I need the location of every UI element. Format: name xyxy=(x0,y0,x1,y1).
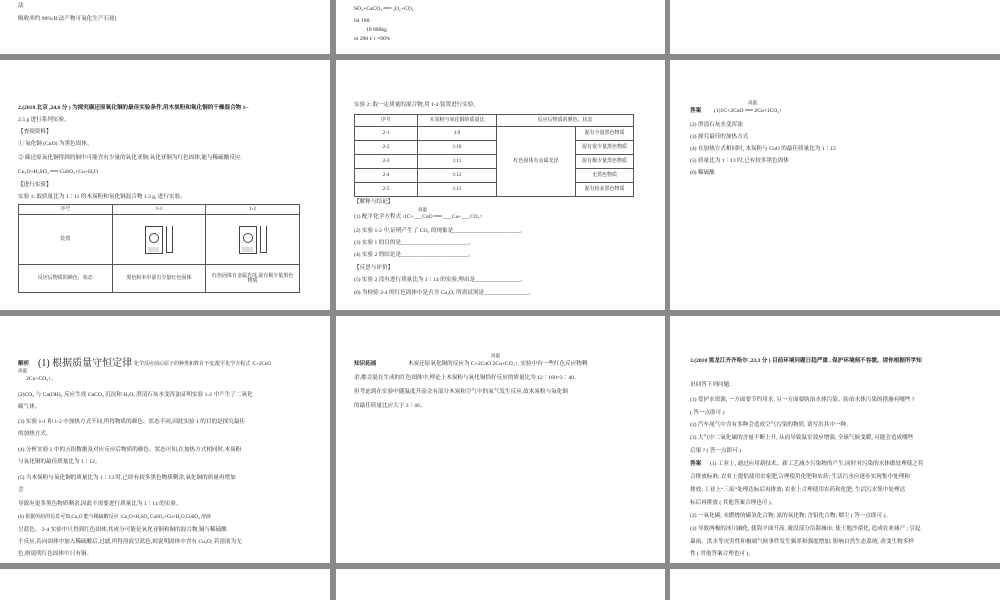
text-line: 64 100 xyxy=(354,18,370,24)
text-line: (3) 实验 1 的目的是________________________。 xyxy=(354,240,474,246)
text-line: (3) 大气中二氧化碳的含量不断上升, 从而导致温室效应增强, 全球气候变暖, 可能会造成哪些 xyxy=(690,435,914,441)
section-heading: 【反思与评价】 xyxy=(354,265,394,271)
test-tube-icon xyxy=(260,226,267,253)
table-cell: 2-2 xyxy=(355,141,418,155)
text-line: (2) 汽车尾气中含有多种会造成空气污染的物质, 请写出其中一种。 xyxy=(690,422,852,428)
condition-label: 高温 xyxy=(18,368,27,373)
page-6 xyxy=(670,60,1000,310)
answer-line: 性 ( 其他答案合理也可 )。 xyxy=(690,551,754,557)
text-line: 会 xyxy=(18,487,24,493)
answer-line: (1) 工业上, 通过应用新技术、新工艺减少污染物的产生,同时对污染的水体做处理使之符 xyxy=(710,461,924,467)
table-cell: 1∶11 xyxy=(418,155,497,169)
table-cell: 混有很少量黑色物质 xyxy=(576,141,634,155)
text-line: ① 氧化铜 (CuO) 为黑色固体。 xyxy=(18,141,93,147)
test-tube-icon xyxy=(166,226,173,253)
text-line: 但考虑到在实验中随温度升高会有部分木炭和空气中的氧气发生反应,故木炭粉与氧化铜 xyxy=(354,389,568,395)
table-cell: 混有较多黑色物质 xyxy=(576,183,634,197)
page-1 xyxy=(0,0,330,54)
answer-line: (6) 稀硫酸 xyxy=(690,170,715,176)
condition-label: 高温 xyxy=(748,100,757,105)
table-cell: 2-3 xyxy=(355,155,418,169)
answer-line: (4) 在加热方式相同时, 木炭粉与 CuO 的最佳质量比为 1∶12 xyxy=(690,146,836,152)
flask-icon xyxy=(239,226,257,254)
text-line: 木炭还原氧化铜的反应为 C+2CuO 2Cu+CO₂↑, 实验中有一些红色反应物剩 xyxy=(408,361,588,367)
text-line: (6) 依据所给的信息可知,Cu₂O 能与稀硫酸反应 :Cu₂O+H₂SO₄ CuSO₄+Cu+H₂O,CuSO₄ 溶液 xyxy=(18,515,212,520)
text-line: (5) 实验 2 没有进行质量比为 1∶14 的实验,理由是________________。 xyxy=(354,277,526,283)
text-line: ( 答一点即可 ) xyxy=(690,410,725,416)
table-cell: 2-5 xyxy=(355,183,418,197)
table-header: 序号 xyxy=(355,115,418,127)
text-line: 【进行实验】 xyxy=(18,182,52,188)
table-header: 反应后物质的颜色、状态 xyxy=(497,115,634,127)
equation: Cu₂O+H₂SO₄ ══ CuSO₄+Cu+H₂O xyxy=(18,169,98,175)
analysis-label: 解析 xyxy=(18,361,30,367)
text-line: (2) 实验 1-2 中,证明产生了 CO₂ 的现象是________________________。 xyxy=(354,228,526,234)
analysis-heading: (1) 根据质量守恒定律 xyxy=(38,358,133,369)
table-cell: 混有极少量黑色物质 xyxy=(576,155,634,169)
table-cell: 2-1 xyxy=(355,127,418,141)
apparatus-figure-1 xyxy=(112,215,206,265)
page-10 xyxy=(0,569,330,600)
text-line: 不反应,若向固体中加入稀硫酸后,过滤,所得溶液呈蓝色,则说明固体中含有 Cu₂O; 若溶液为无 xyxy=(18,539,242,545)
answer-label: 答案 xyxy=(690,108,702,114)
text-line: 识回答下列问题: xyxy=(690,382,731,388)
answer-label: 答案 xyxy=(690,461,702,467)
experiment-table-2 xyxy=(354,114,634,197)
table-cell: 1∶10 xyxy=(418,141,497,155)
table-cell: 1∶12 xyxy=(418,169,497,183)
answer-line: 标后再排放 ( 其他答案合理也可 )。 xyxy=(690,500,777,506)
text-line: 呈蓝色。 2-4 实验中只得到红色固体,其成分可能是氧化亚铜和铜的混合物,铜与稀硫酸 xyxy=(18,527,227,533)
answer-line: 排放; 工业上“三废”处理达标后再排放; 农业上合理使用农药和化肥; 生活污水集中处理达 xyxy=(690,487,906,493)
page-11 xyxy=(336,569,665,600)
text-line: 的加热方式。 xyxy=(18,431,52,437)
answer-line: (2) 一氧化碳; 未燃烧的碳氢化合物; 氮的氧化物; 含铅化合物; 烟尘 ( 答一点即可 )。 xyxy=(690,513,892,519)
text-line: 化学反应前后原子的种类和数目不变,配平化学方程式 :C+2CuO xyxy=(134,362,271,367)
row-label: 装置 xyxy=(19,215,113,265)
knowledge-label: 知识拓展 xyxy=(354,361,377,367)
flask-icon xyxy=(145,226,163,254)
table-cell: 无黑色物质 xyxy=(576,169,634,183)
text-line: 2Cu+CO₂↑。 xyxy=(26,376,57,382)
text-line: (4) 实验 2 的结论是________________________。 xyxy=(354,252,474,258)
page-5 xyxy=(336,60,665,310)
text-line: 实验 1: 取质量比为 1∶11 的木炭粉和氧化铜混合物 1.3 g, 进行实验。 xyxy=(18,194,186,200)
text-line: 的最佳质量比应大于 3∶40。 xyxy=(354,403,426,409)
experiment-table-1 xyxy=(18,204,300,293)
table-cell-merged: 红色固体有金属光泽 xyxy=(497,127,576,197)
table-cell: 2-4 xyxy=(355,169,418,183)
text-line: 法 xyxy=(18,3,24,9)
section-heading: 【解释与结论】 xyxy=(354,199,394,205)
text-line: 与氧化铜的最佳质量比为 1∶12。 xyxy=(18,459,101,465)
text-line: 【查阅资料】 xyxy=(18,129,52,135)
text-line: 后果 ? ( 答一点即可 ) xyxy=(690,448,741,454)
answer-line: 暴雨、洪水等灾害性和极端气候事件发生频率和强度增加; 影响自然生态系统, 改变生物多样 xyxy=(690,539,914,545)
page-2 xyxy=(336,0,665,54)
answer-line: (3) 导致两极的冰川融化, 使海平面升高, 淹没部分沿海城市; 使土地沙漠化, 造成农业减产 ; 引起 xyxy=(690,526,921,532)
page-4 xyxy=(0,60,330,310)
text-line: 2.5 g 进行系列实验。 xyxy=(18,117,70,123)
page-7 xyxy=(0,316,330,563)
text-line: SO₂+CaCO₃ ══ ₃O₂+CO₂ xyxy=(354,6,414,12)
text-line: 碳气体。 xyxy=(18,404,41,410)
answer-line: (5) 质量比为 1∶13 时,已有较多黑色固体 xyxy=(690,158,789,164)
condition-label: 高温 xyxy=(491,353,500,358)
page-9 xyxy=(670,316,1000,563)
question-title: 3.(2018 黑龙江齐齐哈尔 ,23,3 分 ) 目前环境问题日趋严重 , 保护环境刻不容缓。请你根据所学知 xyxy=(690,358,922,364)
text-line: 10 000kg xyxy=(366,27,387,33)
table-cell: 黑色粉末中混有少量红色固体 xyxy=(112,265,206,293)
answer-line: (3) 探究最佳的加热方式 xyxy=(690,134,749,140)
text-line: (5) 当木炭粉与氧化铜的质量比为 1∶13 时,已经有较多黑色物质剩余,氧化铜的质量再增加 xyxy=(18,475,236,481)
table-header: 1-2 xyxy=(206,205,300,215)
text-line: 吸收率约 90%;B 法产物可氧化生产石膏] xyxy=(18,16,117,22)
text-line: 色,则说明红色固体中只有铜。 xyxy=(18,551,93,557)
table-header: 木炭粉与氧化铜的质量比 xyxy=(418,115,497,127)
question-title: 2.(2018 北京 ,24,6 分 ) 为探究碳还原氧化铜的最佳实验条件,用木炭粉和氧化铜的干燥混合物 1~ xyxy=(18,105,249,111)
text-line: ② 碳还原氧化铜得到的铜中可能含有少量的氧化亚铜;氧化亚铜为红色固体,能与稀硫酸反应: xyxy=(18,155,243,161)
text-line: m 200 t/ t ×90% xyxy=(354,36,391,42)
answer-line: (1)1C+2CuO ══ 2Cu+1CO₂↑ xyxy=(714,108,783,114)
section-title: 实验 2: 取一定质量的混合物,用 1-2 装置进行实验。 xyxy=(354,102,480,108)
text-line: (6) 为检验 2-4 的红色固体中是否含 Cu₂O, 所需试剂是________________。 xyxy=(354,290,535,296)
condition-label: 高温 xyxy=(418,207,427,212)
table-cell: 1∶13 xyxy=(418,183,497,197)
row-label: 反应后物质的颜色、状态 xyxy=(19,265,113,293)
text-line: (3) 实验 1-1 和 1-2 中加热方式不同,所得物质的颜色、状态不同,因此实验 1 的目的是探究最佳 xyxy=(18,419,246,425)
text-line: (1) 配平化学方程式 :1C+___CuO ══ ___Cu+___CO₂↑ xyxy=(354,214,483,220)
apparatus-figure-2 xyxy=(206,215,300,265)
table-cell: 红色固体有金属光泽,混有极少量黑色物质 xyxy=(206,265,300,293)
page-12 xyxy=(670,569,1000,600)
answer-line: (2) 澄清石灰水变浑浊 xyxy=(690,122,743,128)
table-cell: 混有少量黑色物质 xyxy=(576,127,634,141)
table-header: 序号 xyxy=(19,205,113,215)
text-line: 导致有更多黑色物质剩余,因此不需要进行质量比为 1∶14 的实验。 xyxy=(18,501,182,507)
table-header: 1-1 xyxy=(112,205,206,215)
page-8 xyxy=(336,316,665,563)
text-line: (4) 分析实验 2 中的五组数据及对应反应后物质的颜色、状态可知,在加热方式相同时,木炭粉 xyxy=(18,447,242,453)
page-3 xyxy=(670,0,1000,54)
answer-line: 合排放标准; 农业上提倡使用农家肥,合理使用化肥和农药; 生活污水应逐步实现集中处理和 xyxy=(690,474,910,480)
text-line: (1) 爱护水资源, 一方面要节约用水, 另一方面要防治水体污染。防治水体污染的措施有哪些 ? xyxy=(690,397,915,403)
text-line: (2)CO₂ 与 Ca(OH)₂ 反应生成 CaCO₃ 沉淀和 H₂O, 澄清石灰水变浑浊证明实验 1-2 中产生了二氧化 xyxy=(18,392,253,398)
text-line: 余,都会混在生成的红色固体中,理论上木炭粉与氧化铜恰好反应的质量比为 12∶160=3∶40。 xyxy=(354,375,580,381)
table-cell: 1∶9 xyxy=(418,127,497,141)
